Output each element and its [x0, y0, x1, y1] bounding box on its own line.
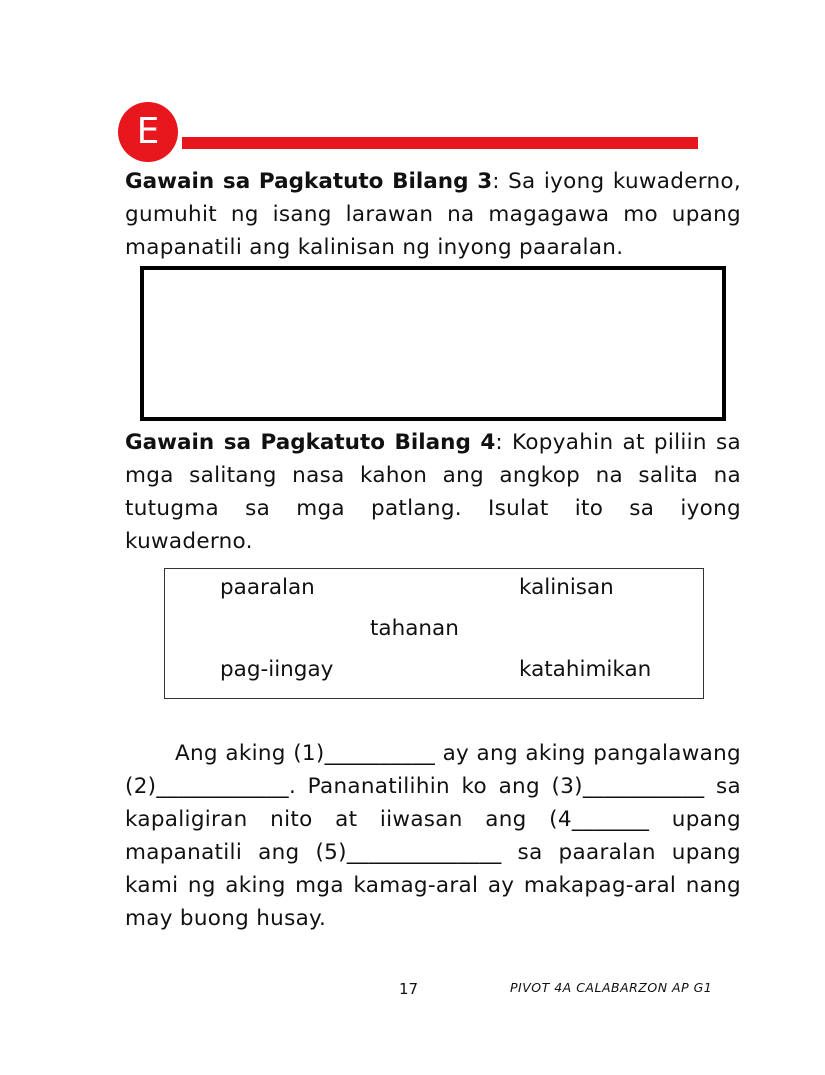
activity-4-instructions	[125, 426, 741, 558]
section-letter-badge	[118, 102, 178, 162]
footer-source: PIVOT 4A CALABARZON AP G1	[510, 980, 713, 995]
word-choice: paaralan	[220, 575, 315, 600]
activity-3-instructions	[125, 165, 741, 264]
section-letter: E	[136, 111, 160, 152]
word-choice: tahanan	[370, 616, 459, 641]
word-choice: kalinisan	[519, 575, 614, 600]
section-header-rule	[182, 137, 698, 149]
page-number: 17	[399, 980, 419, 998]
activity-4-text: : Kopyahin at piliin sa mga salitang nasa kahon ang angkop na salita na tutugma sa mga patlang. Isulat ito sa iyong kuwaderno.	[125, 430, 741, 554]
activity-4-heading: Gawain sa Pagkatuto Bilang 4	[125, 430, 496, 455]
word-choices-box	[164, 568, 704, 699]
activity-3-heading: Gawain sa Pagkatuto Bilang 3	[125, 169, 493, 194]
drawing-answer-box	[140, 266, 726, 421]
word-choice: katahimikan	[519, 657, 652, 682]
word-choice: pag-iingay	[220, 657, 334, 682]
activity-3-text: : Sa iyong kuwaderno, gumuhit ng isang larawan na magagawa mo upang mapanatili ang kalinisan ng inyong paaralan.	[125, 169, 741, 260]
fill-in-the-blank-paragraph: Ang aking (1)__________ ay ang aking pangalawang (2)____________. Pananatilihin ko ang (3)___________ sa kapaligiran nito at iiwasan ang (4_______ upang mapanatili ang (5)______________ sa paaralan upang kami ng aking mga kamag-aral ay makapag-aral nang may buong husay.	[125, 741, 741, 931]
